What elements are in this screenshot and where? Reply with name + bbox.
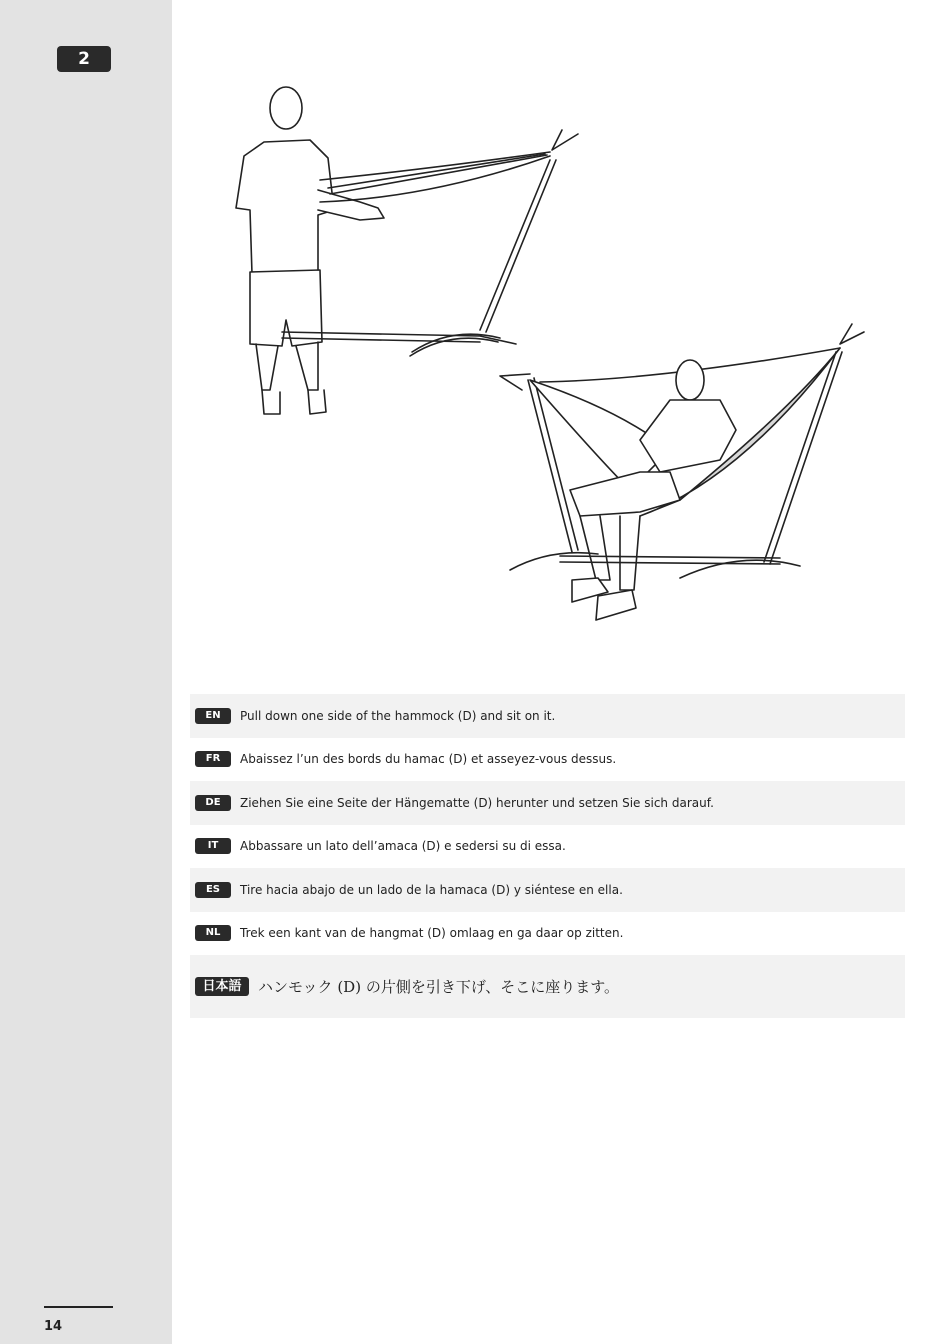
hammock-assembly-illustration bbox=[200, 80, 900, 640]
page-number-rule bbox=[44, 1306, 113, 1308]
instruction-text-ja: ハンモック (D) の片側を引き下げ、そこに座ります。 bbox=[258, 978, 620, 996]
instruction-row-fr bbox=[190, 738, 905, 782]
language-tag-de: DE bbox=[195, 795, 231, 811]
language-tag-en: EN bbox=[195, 708, 231, 724]
language-tag-es: ES bbox=[195, 882, 231, 898]
sitting-person-figure bbox=[570, 360, 736, 620]
instruction-text-de: Ziehen Sie eine Seite der Hängematte (D) herunter und setzen Sie sich darauf. bbox=[240, 795, 714, 810]
page-number: 14 bbox=[44, 1319, 63, 1334]
language-tag-fr: FR bbox=[195, 751, 231, 767]
step-number-badge: 2 bbox=[57, 46, 111, 72]
instruction-text-en: Pull down one side of the hammock (D) and sit on it. bbox=[240, 708, 556, 723]
instruction-list bbox=[190, 694, 905, 1018]
instruction-row-nl bbox=[190, 912, 905, 956]
instruction-row-ja bbox=[190, 955, 905, 1018]
language-tag-ja: 日本語 bbox=[195, 977, 249, 996]
language-tag-nl: NL bbox=[195, 925, 231, 941]
instruction-text-es: Tire hacia abajo de un lado de la hamaca (D) y siéntese en ella. bbox=[240, 882, 623, 897]
instruction-text-nl: Trek een kant van de hangmat (D) omlaag en ga daar op zitten. bbox=[240, 926, 624, 941]
instruction-row-it bbox=[190, 825, 905, 869]
standing-person-figure bbox=[236, 87, 384, 414]
instruction-row-de bbox=[190, 781, 905, 825]
instruction-text-it: Abbassare un lato dell’amaca (D) e sedersi su di essa. bbox=[240, 839, 566, 854]
instruction-row-es bbox=[190, 868, 905, 912]
instruction-text-fr: Abaissez l’un des bords du hamac (D) et asseyez-vous dessus. bbox=[240, 752, 617, 767]
instruction-row-en bbox=[190, 694, 905, 738]
language-tag-it: IT bbox=[195, 838, 231, 854]
sidebar bbox=[0, 0, 172, 1344]
